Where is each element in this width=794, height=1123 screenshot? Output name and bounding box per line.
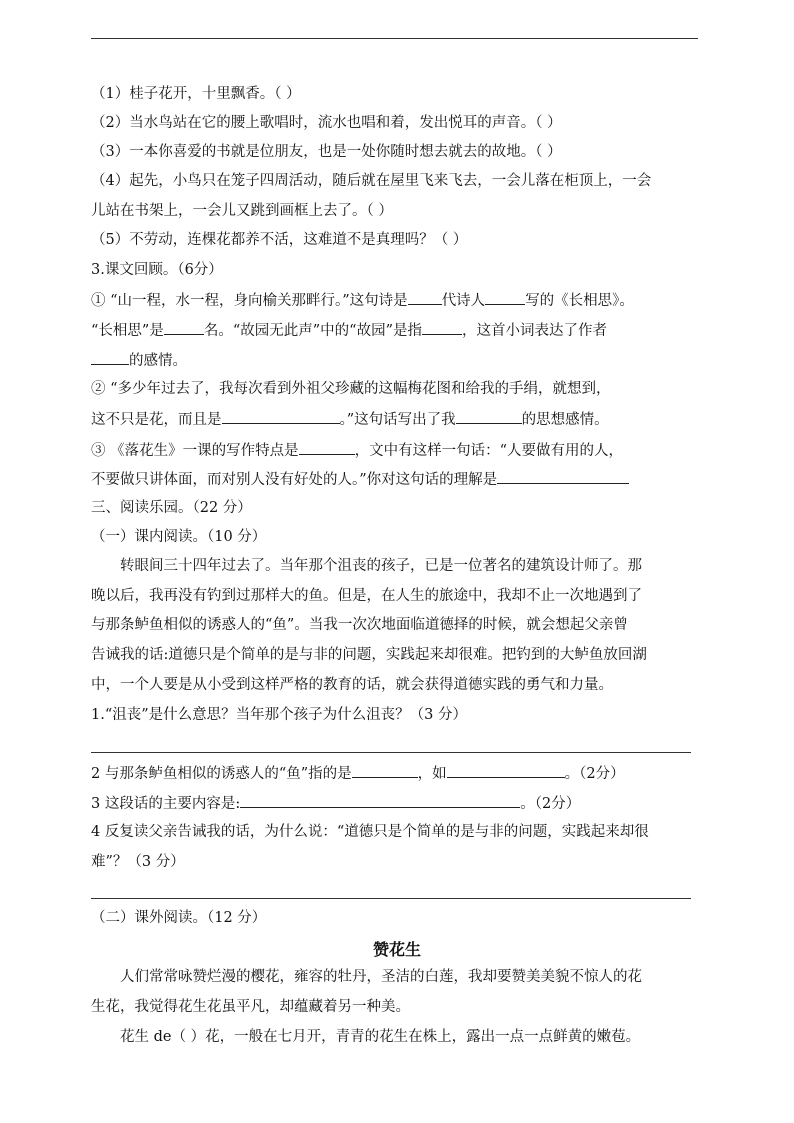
passage-line-4: 告诫我的话:道德只是个简单的是与非的问题，实践起来却很难。把钓到的大鲈鱼放回湖	[91, 647, 647, 663]
question-3: 3 这段话的主要内容是: 。（2分）	[91, 793, 580, 814]
answer-blank[interactable]	[422, 320, 462, 335]
passage-line-5: 中，一个人要是从小受到这样严格的教育的话，就会获得道德实践的勇气和力量。	[91, 677, 613, 693]
answer-blank[interactable]	[240, 793, 520, 808]
answer-blank[interactable]	[222, 409, 340, 424]
q3-item3-line1: ③ 《落花生》一课的写作特点是 ，文中有这样一句话：“人要做有用的人，	[91, 440, 623, 461]
article-line-2: 生花，我觉得花生花虽平凡，却蕴藏着另一种美。	[91, 999, 410, 1015]
answer-blank[interactable]	[485, 290, 525, 305]
answer-blank[interactable]	[91, 350, 129, 365]
q3-item2-line1: ② “多少年过去了，我每次看到外祖父珍藏的这幅梅花图和给我的手绢，就想到，	[91, 381, 611, 397]
q2-item-3: （3）一本你喜爱的书就是位朋友，也是一处你随时想去就去的故地。（ ）	[91, 144, 562, 160]
answer-blank[interactable]	[447, 763, 565, 778]
q3-heading: 3.课文回顾。（6分）	[91, 262, 223, 278]
article-line-1: 人们常常咏赞烂漫的樱花，雍容的牡丹，圣洁的白莲，我却要赞美美貌不惊人的花	[120, 969, 642, 985]
answer-blank[interactable]	[497, 469, 629, 484]
question-2: 2 与那条鲈鱼相似的诱惑人的“鱼”指的是 ，如 。（2分）	[91, 763, 625, 784]
q2-item-2: （2）当水鸟站在它的腰上歌唱时，流水也唱和着，发出悦耳的声音。（ ）	[91, 115, 562, 131]
answer-blank[interactable]	[352, 763, 418, 778]
answer-blank[interactable]	[408, 290, 442, 305]
part1-heading: （一）课内阅读。（10 分）	[91, 529, 267, 545]
answer-line[interactable]	[91, 898, 691, 899]
question-1: 1.“沮丧”是什么意思？当年那个孩子为什么沮丧？（3 分）	[91, 707, 467, 723]
section3-heading: 三、阅读乐园。（22 分）	[91, 500, 252, 516]
answer-blank[interactable]	[456, 409, 522, 424]
q3-item1-line1: ① “山一程，水一程，身向榆关那畔行。”这句诗是 代诗人 写的《长相思》。	[91, 290, 634, 311]
answer-line[interactable]	[91, 752, 691, 753]
q3-item1-line3: 的感情。	[91, 350, 187, 371]
passage-line-2: 晚以后，我再没有钓到过那样大的鱼。但是，在人生的旅途中，我却不止一次地遇到了	[91, 588, 642, 604]
question-4-cont: 难”？（3 分）	[91, 854, 185, 870]
answer-blank[interactable]	[299, 440, 355, 455]
header-rule	[91, 38, 698, 39]
q3-item2-line2: 这不只是花，而且是 。”这句话写出了我 的思想感情。	[91, 409, 609, 430]
question-4: 4 反复读父亲告诫我的话，为什么说：“道德只是个简单的是与非的问题，实践起来却很	[91, 824, 649, 840]
q2-item-5: （5）不劳动，连棵花都养不活，这难道不是真理吗？（ ）	[91, 232, 468, 248]
q2-item-4-cont: 儿站在书架上，一会儿又跳到画框上去了。（ ）	[91, 203, 393, 219]
q3-item3-line2: 不要做只讲体面，而对别人没有好处的人。”你对这句话的理解是	[91, 469, 629, 490]
q3-item1-line2: “长相思”是 名。“故园无此声”中的“故园”是指 ，这首小词表达了作者	[91, 320, 607, 341]
passage-line-1: 转眼间三十四年过去了。当年那个沮丧的孩子，已是一位著名的建筑设计师了。那	[120, 558, 642, 574]
passage-line-3: 与那条鲈鱼相似的诱惑人的“鱼”。当我一次次地面临道德择的时候，就会想起父亲曾	[91, 617, 628, 633]
q2-item-4: （4）起先，小鸟只在笼子四周活动，随后就在屋里飞来飞去，一会儿落在柜顶上，一会	[91, 173, 652, 189]
article-title: 赞花生	[372, 940, 421, 959]
article-line-3: 花生 de（ ）花，一般在七月开，青青的花生在株上，露出一点一点鲜黄的嫩苞。	[120, 1029, 641, 1045]
answer-blank[interactable]	[164, 320, 204, 335]
q2-item-1: （1）桂子花开，十里飘香。（ ）	[91, 86, 301, 102]
part2-heading: （二）课外阅读。（12 分）	[91, 910, 267, 926]
